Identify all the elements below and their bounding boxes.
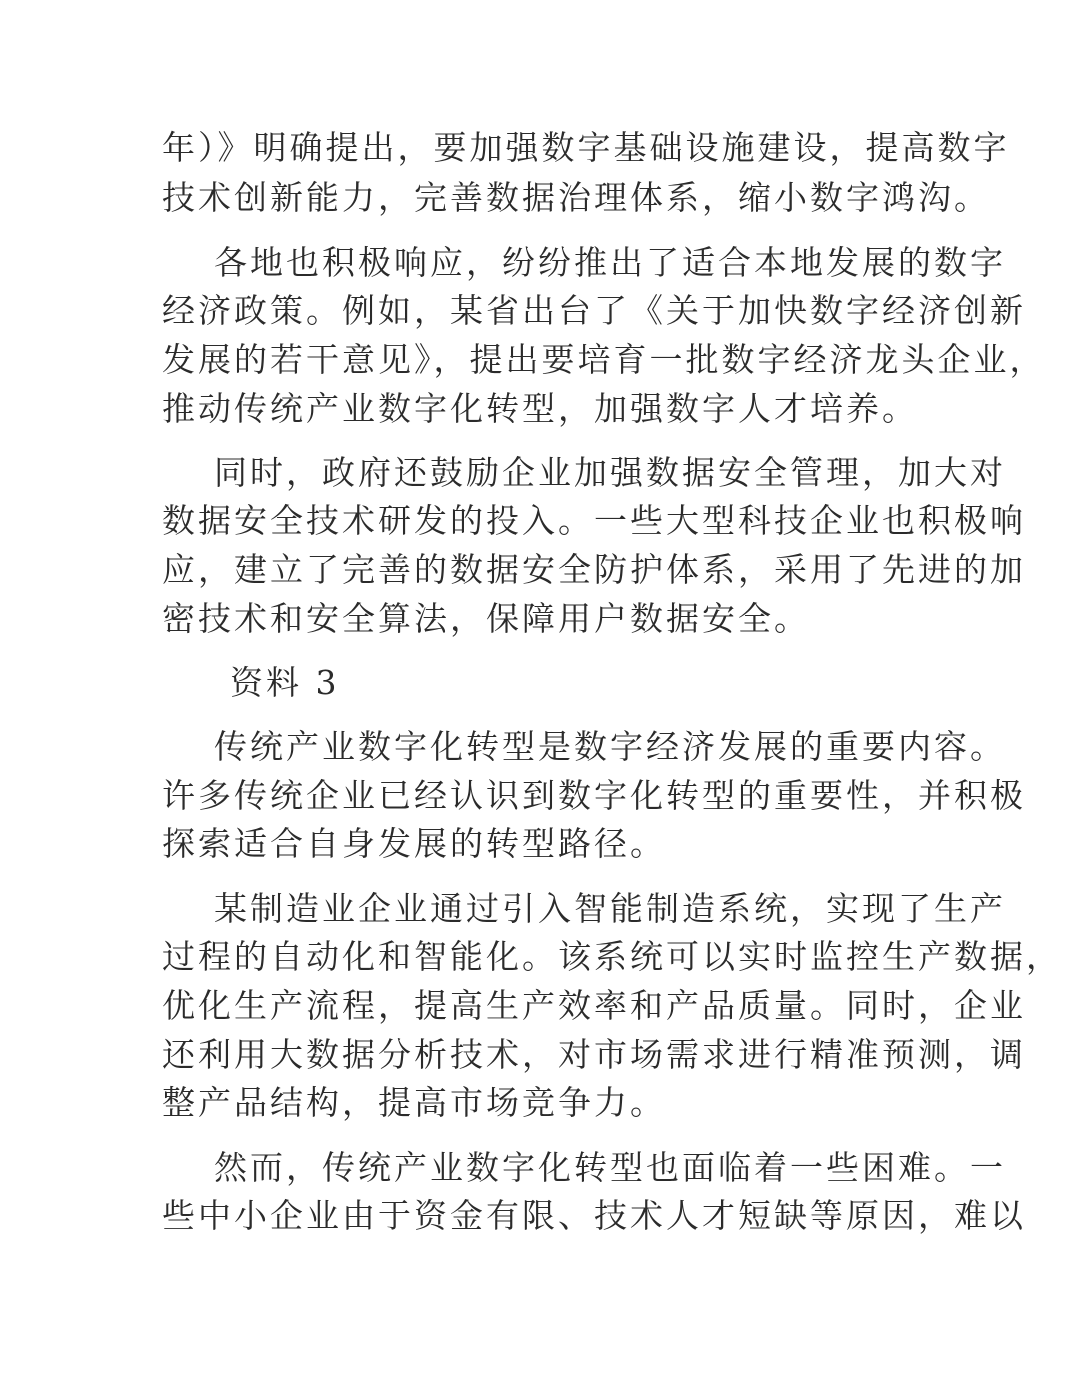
paragraph-line: 些中小企业由于资金有限、技术人才短缺等原因，难以 [162,1196,1026,1235]
paragraph-line: 传统产业数字化转型是数字经济发展的重要内容。 [214,727,1006,766]
paragraph-line: 推动传统产业数字化转型，加强数字人才培养。 [162,389,918,428]
paragraph-line: 过程的自动化和智能化。该系统可以实时监控生产数据， [162,937,1062,976]
paragraph-line: 许多传统企业已经认识到数字化转型的重要性，并积极 [162,776,1026,815]
paragraph-line: 密技术和安全算法，保障用户数据安全。 [162,599,810,638]
paragraph-line: 年）》明确提出，要加强数字基础设施建设，提高数字 [162,128,1010,167]
paragraph-line: 技术创新能力，完善数据治理体系，缩小数字鸿沟。 [162,178,990,217]
paragraph-line: 应，建立了完善的数据安全防护体系，采用了先进的加 [162,550,1026,589]
paragraph-line: 探索适合自身发展的转型路径。 [162,824,666,863]
paragraph-line: 优化生产流程，提高生产效率和产品质量。同时，企业 [162,986,1026,1025]
paragraph-line: 某制造业企业通过引入智能制造系统，实现了生产 [214,889,1006,928]
paragraph-line: 各地也积极响应，纷纷推出了适合本地发展的数字 [214,243,1006,282]
paragraph-line: 然而，传统产业数字化转型也面临着一些困难。一 [214,1148,1006,1187]
paragraph-line: 整产品结构，提高市场竞争力。 [162,1083,666,1122]
paragraph-line: 数据安全技术研发的投入。一些大型科技企业也积极响 [162,501,1026,540]
paragraph-line: 发展的若干意见》，提出要培育一批数字经济龙头企业， [162,340,1046,379]
paragraph-line: 同时，政府还鼓励企业加强数据安全管理，加大对 [214,453,1006,492]
paragraph-line: 经济政策。例如，某省出台了《关于加快数字经济创新 [162,291,1026,330]
paragraph-line: 还利用大数据分析技术，对市场需求进行精准预测，调 [162,1035,1026,1074]
section-heading: 资料 3 [230,663,340,702]
